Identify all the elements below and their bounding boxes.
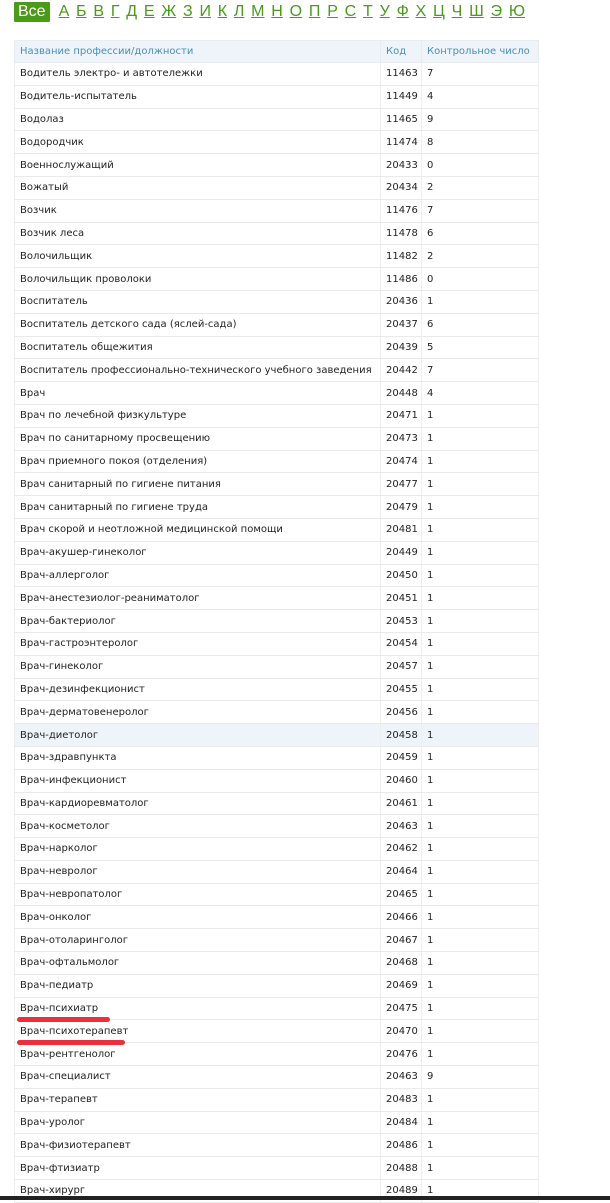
control-number-cell: 1	[422, 792, 539, 815]
profession-name-cell: Врач-невролог	[15, 860, 381, 883]
profession-code-cell: 20455	[381, 678, 422, 701]
letter-link[interactable]: Э	[490, 3, 503, 20]
table-row	[15, 906, 539, 929]
control-number-cell: 6	[422, 313, 539, 336]
control-number-cell: 6	[422, 222, 539, 245]
profession-code-cell: 20458	[381, 724, 422, 747]
profession-code-cell: 20488	[381, 1157, 422, 1180]
control-number-cell: 1	[422, 997, 539, 1020]
profession-code-cell: 11463	[381, 63, 422, 86]
table-row	[15, 678, 539, 701]
profession-code-cell: 20436	[381, 290, 422, 313]
profession-code-cell: 20469	[381, 974, 422, 997]
table-row	[15, 245, 539, 268]
profession-name-cell: Врач-аллерголог	[15, 564, 381, 587]
table-row	[15, 427, 539, 450]
profession-code-cell: 20481	[381, 518, 422, 541]
profession-name-cell: Врач-здравпункта	[15, 746, 381, 769]
table-row	[15, 1066, 539, 1089]
alphabet-filter	[14, 2, 532, 22]
control-number-cell: 1	[422, 929, 539, 952]
table-row	[15, 541, 539, 564]
profession-code-cell: 20475	[381, 997, 422, 1020]
letter-link[interactable]: П	[308, 3, 321, 20]
control-number-cell: 1	[422, 1180, 539, 1203]
table-row	[15, 268, 539, 291]
letter-link[interactable]: Г	[110, 3, 120, 20]
bottom-edge-bar	[0, 1196, 610, 1200]
profession-code-cell: 20467	[381, 929, 422, 952]
table-row	[15, 290, 539, 313]
table-row	[15, 450, 539, 473]
control-number-cell: 9	[422, 1066, 539, 1089]
letter-link[interactable]: С	[344, 3, 357, 20]
red-underline-mark	[17, 1040, 125, 1045]
profession-name-cell: Врач-уролог	[15, 1111, 381, 1134]
profession-name-cell: Врач-фтизиатр	[15, 1157, 381, 1180]
control-number-cell: 1	[422, 769, 539, 792]
profession-code-cell: 20468	[381, 952, 422, 975]
table-row	[15, 610, 539, 633]
control-number-cell: 7	[422, 63, 539, 86]
profession-code-cell: 20464	[381, 860, 422, 883]
control-number-cell: 1	[422, 974, 539, 997]
column-header-code[interactable]: Код	[381, 41, 422, 63]
profession-code-cell: 11486	[381, 268, 422, 291]
profession-name-cell: Врач-педиатр	[15, 974, 381, 997]
table-row	[15, 382, 539, 405]
table-row	[15, 108, 539, 131]
profession-code-cell: 20463	[381, 815, 422, 838]
column-header-number[interactable]: Контрольное число	[422, 41, 539, 63]
control-number-cell: 1	[422, 1111, 539, 1134]
control-number-cell: 1	[422, 1020, 539, 1043]
control-number-cell: 1	[422, 1088, 539, 1111]
profession-name-cell: Врач-психотерапевт	[15, 1020, 381, 1043]
control-number-cell: 0	[422, 154, 539, 177]
letter-link[interactable]: И	[199, 3, 211, 20]
control-number-cell: 1	[422, 632, 539, 655]
profession-code-cell: 20465	[381, 883, 422, 906]
letter-link[interactable]: Л	[233, 3, 245, 20]
table-row	[15, 154, 539, 177]
table-row	[15, 222, 539, 245]
profession-name-cell: Врач приемного покоя (отделения)	[15, 450, 381, 473]
profession-code-cell: 11449	[381, 85, 422, 108]
profession-code-cell: 20442	[381, 359, 422, 382]
profession-name-cell: Врач-психиатр	[15, 997, 381, 1020]
profession-code-cell: 20463	[381, 1066, 422, 1089]
profession-name-cell: Врач-дезинфекционист	[15, 678, 381, 701]
table-row	[15, 929, 539, 952]
table-row	[15, 131, 539, 154]
control-number-cell: 1	[422, 860, 539, 883]
profession-name-cell: Волочильщик	[15, 245, 381, 268]
table-body	[15, 63, 539, 1203]
profession-name-cell: Воспитатель детского сада (яслей-сада)	[15, 313, 381, 336]
profession-code-cell: 20456	[381, 701, 422, 724]
profession-name-cell: Врач-диетолог	[15, 724, 381, 747]
control-number-cell: 2	[422, 176, 539, 199]
profession-name-cell: Врач-онколог	[15, 906, 381, 929]
table-row	[15, 1111, 539, 1134]
profession-code-cell: 20484	[381, 1111, 422, 1134]
letter-link[interactable]: З	[182, 3, 193, 20]
letter-link[interactable]: О	[289, 3, 303, 20]
profession-name-cell: Врач-акушер-гинеколог	[15, 541, 381, 564]
profession-code-cell: 20433	[381, 154, 422, 177]
letter-link[interactable]: Р	[327, 3, 338, 20]
profession-name-cell: Врач-хирург	[15, 1180, 381, 1203]
control-number-cell: 1	[422, 587, 539, 610]
control-number-cell: 1	[422, 724, 539, 747]
control-number-cell: 1	[422, 883, 539, 906]
table-row	[15, 883, 539, 906]
table-row	[15, 632, 539, 655]
control-number-cell: 1	[422, 655, 539, 678]
profession-name-cell: Волочильщик проволоки	[15, 268, 381, 291]
table-row	[15, 952, 539, 975]
letter-link[interactable]: Т	[363, 3, 373, 20]
table-row	[15, 63, 539, 86]
table-row	[15, 655, 539, 678]
letter-link[interactable]: Д	[126, 3, 138, 20]
table-row	[15, 1134, 539, 1157]
profession-name-cell: Врач-гастроэнтеролог	[15, 632, 381, 655]
letter-link[interactable]: Х	[415, 3, 427, 20]
control-number-cell: 8	[422, 131, 539, 154]
letter-link[interactable]: Ч	[451, 3, 463, 20]
profession-name-cell: Воспитатель общежития	[15, 336, 381, 359]
profession-name-cell: Врач-отоларинголог	[15, 929, 381, 952]
control-number-cell: 1	[422, 838, 539, 861]
table-row	[15, 974, 539, 997]
profession-code-cell: 20470	[381, 1020, 422, 1043]
profession-code-cell: 11482	[381, 245, 422, 268]
table-row	[15, 199, 539, 222]
profession-name-cell: Воспитатель профессионально-технического учебного заведения	[15, 359, 381, 382]
profession-code-cell: 20476	[381, 1043, 422, 1066]
filter-all-button[interactable]: Все	[14, 2, 50, 22]
control-number-cell: 9	[422, 108, 539, 131]
profession-code-cell: 20479	[381, 496, 422, 519]
profession-name-cell: Врач-гинеколог	[15, 655, 381, 678]
profession-name-cell: Врач-бактериолог	[15, 610, 381, 633]
profession-name-cell: Врач санитарный по гигиене питания	[15, 473, 381, 496]
profession-code-cell: 20437	[381, 313, 422, 336]
profession-name-cell: Врач санитарный по гигиене труда	[15, 496, 381, 519]
letter-link[interactable]: Н	[271, 3, 283, 20]
profession-name-cell: Военнослужащий	[15, 154, 381, 177]
profession-code-cell: 20471	[381, 404, 422, 427]
control-number-cell: 1	[422, 1157, 539, 1180]
table-row	[15, 359, 539, 382]
profession-code-cell: 20489	[381, 1180, 422, 1203]
letter-link[interactable]: Е	[143, 3, 155, 20]
profession-code-cell: 20459	[381, 746, 422, 769]
profession-code-cell: 11465	[381, 108, 422, 131]
profession-name-cell: Врач-инфекционист	[15, 769, 381, 792]
control-number-cell: 1	[422, 518, 539, 541]
letter-link[interactable]: Ц	[433, 3, 445, 20]
letter-link[interactable]: У	[379, 3, 390, 20]
profession-name-cell: Врач	[15, 382, 381, 405]
letter-link[interactable]: Ф	[396, 3, 409, 20]
table-row	[15, 176, 539, 199]
letter-link[interactable]: К	[217, 3, 228, 20]
profession-code-cell: 20448	[381, 382, 422, 405]
table-row	[15, 518, 539, 541]
control-number-cell: 1	[422, 473, 539, 496]
profession-name-cell: Врач-нарколог	[15, 838, 381, 861]
table-row	[15, 336, 539, 359]
profession-code-cell: 11474	[381, 131, 422, 154]
control-number-cell: 1	[422, 906, 539, 929]
profession-name-cell: Врач-терапевт	[15, 1088, 381, 1111]
control-number-cell: 0	[422, 268, 539, 291]
table-row	[15, 564, 539, 587]
profession-name-cell: Врач-анестезиолог-реаниматолог	[15, 587, 381, 610]
profession-code-cell: 20451	[381, 587, 422, 610]
profession-code-cell: 20466	[381, 906, 422, 929]
control-number-cell: 1	[422, 427, 539, 450]
professions-table	[14, 40, 539, 1203]
red-underline-mark	[17, 1017, 110, 1022]
profession-code-cell: 20462	[381, 838, 422, 861]
control-number-cell: 1	[422, 496, 539, 519]
profession-name-cell: Врач по санитарному просвещению	[15, 427, 381, 450]
profession-name-cell: Врач по лечебной физкультуре	[15, 404, 381, 427]
letter-link[interactable]: М	[251, 3, 265, 20]
control-number-cell: 1	[422, 1043, 539, 1066]
control-number-cell: 1	[422, 564, 539, 587]
profession-code-cell: 20486	[381, 1134, 422, 1157]
profession-name-cell: Врач-дерматовенеролог	[15, 701, 381, 724]
profession-name-cell: Водородчик	[15, 131, 381, 154]
table-row	[15, 838, 539, 861]
control-number-cell: 1	[422, 290, 539, 313]
table-row	[15, 496, 539, 519]
profession-code-cell: 20461	[381, 792, 422, 815]
letter-link[interactable]: А	[58, 3, 70, 20]
profession-code-cell: 20457	[381, 655, 422, 678]
profession-name-cell: Врач-офтальмолог	[15, 952, 381, 975]
profession-name-cell: Врач-невропатолог	[15, 883, 381, 906]
table-row	[15, 1157, 539, 1180]
table-row	[15, 473, 539, 496]
letter-links	[59, 2, 532, 22]
profession-code-cell: 20434	[381, 176, 422, 199]
profession-name-cell: Водитель электро- и автотележки	[15, 63, 381, 86]
letter-link[interactable]: В	[93, 3, 105, 20]
profession-code-cell: 11478	[381, 222, 422, 245]
letter-link[interactable]: Б	[76, 3, 87, 20]
profession-name-cell: Врач-физиотерапевт	[15, 1134, 381, 1157]
control-number-cell: 1	[422, 701, 539, 724]
profession-code-cell: 20453	[381, 610, 422, 633]
profession-name-cell: Водолаз	[15, 108, 381, 131]
profession-code-cell: 20483	[381, 1088, 422, 1111]
table-row	[15, 1043, 539, 1066]
table-row	[15, 313, 539, 336]
profession-name-cell: Врач-специалист	[15, 1066, 381, 1089]
table-row	[15, 860, 539, 883]
profession-code-cell: 20477	[381, 473, 422, 496]
column-header-name[interactable]: Название профессии/должности	[15, 41, 381, 63]
control-number-cell: 1	[422, 815, 539, 838]
table-row	[15, 1088, 539, 1111]
profession-code-cell: 11476	[381, 199, 422, 222]
control-number-cell: 4	[422, 382, 539, 405]
profession-name-cell: Вожатый	[15, 176, 381, 199]
control-number-cell: 7	[422, 359, 539, 382]
profession-code-cell: 20460	[381, 769, 422, 792]
control-number-cell: 1	[422, 404, 539, 427]
letter-link[interactable]: Ж	[161, 3, 177, 20]
profession-code-cell: 20473	[381, 427, 422, 450]
profession-name-cell: Врач-кардиоревматолог	[15, 792, 381, 815]
table-row	[15, 701, 539, 724]
control-number-cell: 1	[422, 610, 539, 633]
letter-link[interactable]: Ю	[508, 3, 526, 20]
profession-code-cell: 20449	[381, 541, 422, 564]
control-number-cell: 4	[422, 85, 539, 108]
table-row	[15, 587, 539, 610]
table-row	[15, 85, 539, 108]
profession-name-cell: Водитель-испытатель	[15, 85, 381, 108]
profession-code-cell: 20439	[381, 336, 422, 359]
table-header-row	[15, 41, 539, 63]
control-number-cell: 2	[422, 245, 539, 268]
profession-name-cell: Врач скорой и неотложной медицинской помощи	[15, 518, 381, 541]
control-number-cell: 1	[422, 952, 539, 975]
profession-name-cell: Воспитатель	[15, 290, 381, 313]
table-row	[15, 746, 539, 769]
profession-name-cell: Возчик леса	[15, 222, 381, 245]
table-row	[15, 404, 539, 427]
profession-name-cell: Возчик	[15, 199, 381, 222]
control-number-cell: 7	[422, 199, 539, 222]
table-row	[15, 724, 539, 747]
profession-code-cell: 20454	[381, 632, 422, 655]
control-number-cell: 1	[422, 1134, 539, 1157]
profession-name-cell: Врач-рентгенолог	[15, 1043, 381, 1066]
profession-code-cell: 20450	[381, 564, 422, 587]
table-row	[15, 769, 539, 792]
profession-code-cell: 20474	[381, 450, 422, 473]
profession-name-cell: Врач-косметолог	[15, 815, 381, 838]
control-number-cell: 1	[422, 678, 539, 701]
letter-link[interactable]: Ш	[469, 3, 484, 20]
control-number-cell: 1	[422, 450, 539, 473]
control-number-cell: 5	[422, 336, 539, 359]
control-number-cell: 1	[422, 541, 539, 564]
table-row	[15, 815, 539, 838]
table-row	[15, 792, 539, 815]
control-number-cell: 1	[422, 746, 539, 769]
